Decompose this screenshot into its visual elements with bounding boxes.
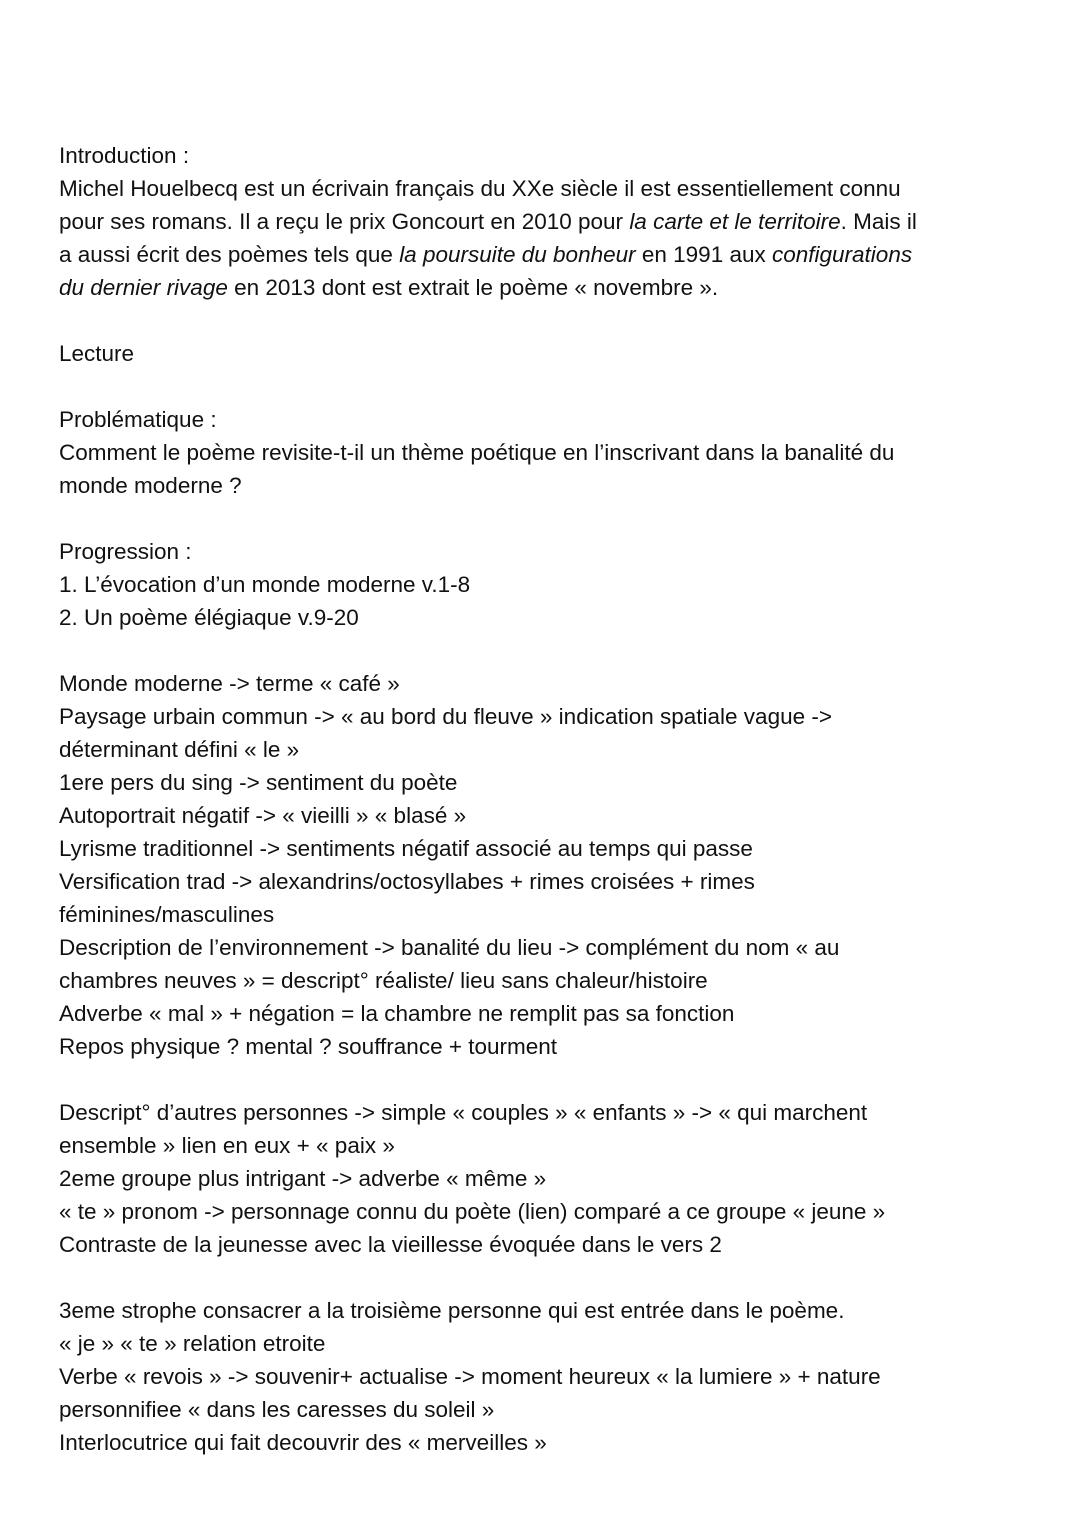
- progression-item: 1. L’évocation d’un monde moderne v.1-8: [59, 572, 471, 597]
- note-line: déterminant défini « le »: [59, 737, 300, 762]
- introduction-line-3: a aussi écrit des poèmes tels que la poursuite du bonheur en 1991 aux configurations: [59, 242, 913, 267]
- note-line: Descript° d’autres personnes -> simple « couples » « enfants » -> « qui marchent: [59, 1100, 868, 1125]
- introduction-line-4: du dernier rivage en 2013 dont est extrait le poème « novembre ».: [59, 275, 719, 300]
- note-line: Verbe « revois » -> souvenir+ actualise -> moment heureux « la lumiere » + nature: [59, 1364, 881, 1389]
- note-line: féminines/masculines: [59, 902, 275, 927]
- note-line: Interlocutrice qui fait decouvrir des « merveilles »: [59, 1430, 547, 1455]
- note-line: Paysage urbain commun -> « au bord du fleuve » indication spatiale vague ->: [59, 704, 832, 729]
- introduction-line-2: pour ses romans. Il a reçu le prix Goncourt en 2010 pour la carte et le territoire. Mais il: [59, 209, 917, 234]
- title-poursuite-bonheur: la poursuite du bonheur: [399, 242, 636, 267]
- note-line: « je » « te » relation etroite: [59, 1331, 326, 1356]
- problematique-line-1: Comment le poème revisite-t-il un thème poétique en l’inscrivant dans la banalité du: [59, 440, 895, 465]
- document-page: [59, 139, 1039, 1459]
- title-configurations: configurations: [772, 242, 913, 267]
- lecture-heading: Lecture: [59, 341, 135, 366]
- note-line: Versification trad -> alexandrins/octosyllabes + rimes croisées + rimes: [59, 869, 755, 894]
- note-line: 1ere pers du sing -> sentiment du poète: [59, 770, 458, 795]
- note-line: chambres neuves » = descript° réaliste/ lieu sans chaleur/histoire: [59, 968, 708, 993]
- note-line: personnifiee « dans les caresses du soleil »: [59, 1397, 495, 1422]
- problematique-heading: Problématique :: [59, 407, 217, 432]
- title-dernier-rivage: du dernier rivage: [59, 275, 228, 300]
- note-line: 2eme groupe plus intrigant -> adverbe « même »: [59, 1166, 547, 1191]
- note-line: Description de l’environnement -> banalité du lieu -> complément du nom « au: [59, 935, 840, 960]
- note-line: Repos physique ? mental ? souffrance + tourment: [59, 1034, 558, 1059]
- note-line: Contraste de la jeunesse avec la vieillesse évoquée dans le vers 2: [59, 1232, 722, 1257]
- note-line: Lyrisme traditionnel -> sentiments négatif associé au temps qui passe: [59, 836, 753, 861]
- introduction-line-1: Michel Houelbecq est un écrivain français du XXe siècle il est essentiellement connu: [59, 176, 901, 201]
- note-line: Autoportrait négatif -> « vieilli » « blasé »: [59, 803, 467, 828]
- problematique-line-2: monde moderne ?: [59, 473, 242, 498]
- progression-heading: Progression :: [59, 539, 192, 564]
- introduction-heading: Introduction :: [59, 143, 190, 168]
- note-line: ensemble » lien en eux + « paix »: [59, 1133, 395, 1158]
- title-carte-territoire: la carte et le territoire: [629, 209, 841, 234]
- note-line: 3eme strophe consacrer a la troisième personne qui est entrée dans le poème.: [59, 1298, 845, 1323]
- progression-item: 2. Un poème élégiaque v.9-20: [59, 605, 359, 630]
- note-line: Adverbe « mal » + négation = la chambre ne remplit pas sa fonction: [59, 1001, 735, 1026]
- note-line: « te » pronom -> personnage connu du poète (lien) comparé a ce groupe « jeune »: [59, 1199, 886, 1224]
- note-line: Monde moderne -> terme « café »: [59, 671, 400, 696]
